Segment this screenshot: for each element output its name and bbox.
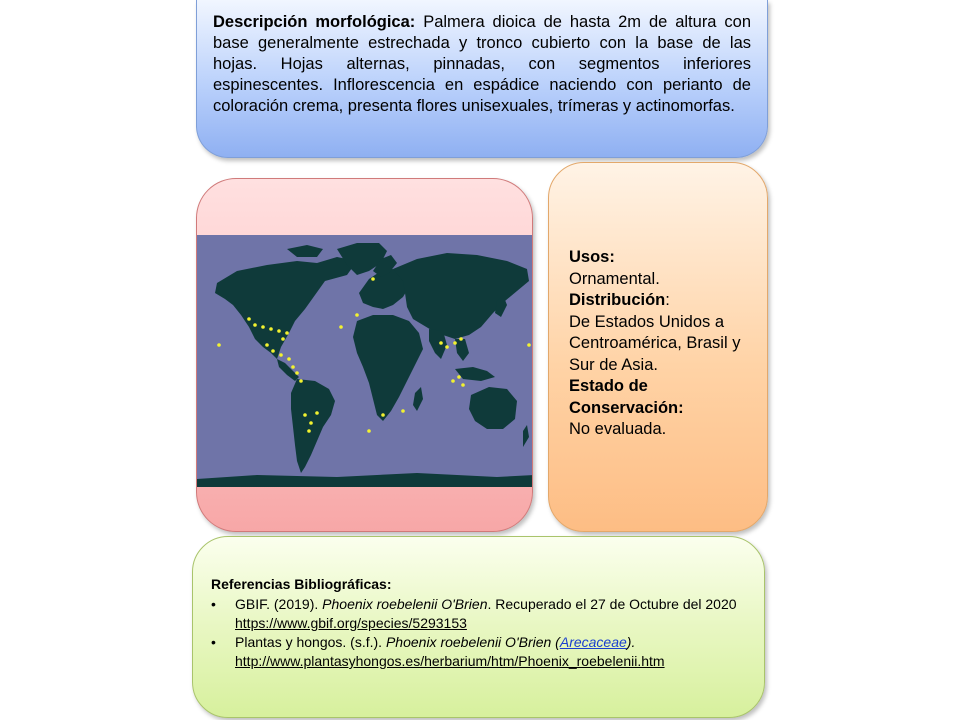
occurrence-point bbox=[271, 349, 275, 353]
distribution-map bbox=[197, 235, 533, 487]
reference-title: Phoenix roebelenii O'Brien ( bbox=[385, 634, 560, 650]
occurrence-point bbox=[527, 343, 531, 347]
description-heading: Descripción morfológica: bbox=[213, 13, 416, 31]
reference-item bbox=[211, 633, 744, 671]
occurrence-point bbox=[253, 323, 257, 327]
distribution-heading bbox=[569, 290, 755, 312]
occurrence-point bbox=[307, 429, 311, 433]
reference-prefix: Plantas y hongos. (s.f.). bbox=[235, 634, 386, 650]
reference-family-link[interactable]: Arecaceae bbox=[559, 634, 627, 650]
occurrence-point bbox=[461, 383, 465, 387]
status-value: No evaluada. bbox=[569, 420, 667, 438]
references-box bbox=[192, 536, 765, 718]
description-box bbox=[196, 0, 768, 158]
occurrence-point bbox=[459, 337, 463, 341]
reference-item bbox=[211, 595, 744, 633]
occurrence-point bbox=[355, 313, 359, 317]
occurrence-point bbox=[265, 343, 269, 347]
references-list bbox=[211, 595, 744, 671]
occurrence-point bbox=[287, 357, 291, 361]
occurrence-point bbox=[291, 365, 295, 369]
occurrence-point bbox=[367, 429, 371, 433]
reference-link[interactable]: https://www.gbif.org/species/5293153 bbox=[235, 615, 467, 631]
occurrence-point bbox=[453, 341, 457, 345]
occurrence-point bbox=[381, 413, 385, 417]
occurrence-point bbox=[401, 409, 405, 413]
occurrence-point bbox=[339, 325, 343, 329]
occurrence-point bbox=[315, 411, 319, 415]
occurrence-point bbox=[279, 353, 283, 357]
occurrence-point bbox=[261, 325, 265, 329]
occurrence-point bbox=[371, 277, 375, 281]
status-label: Estado de Conservación: bbox=[569, 377, 684, 417]
occurrence-point bbox=[295, 371, 299, 375]
occurrence-point bbox=[285, 331, 289, 335]
reference-close: ). bbox=[626, 634, 636, 650]
uses-label: Usos: bbox=[569, 248, 615, 266]
references-heading: Referencias Bibliográficas: bbox=[211, 576, 392, 592]
occurrence-point bbox=[277, 329, 281, 333]
reference-middle: . Recuperado el 27 de Octubre del 2020 bbox=[487, 596, 737, 612]
distribution-value: De Estados Unidos a Centroamérica, Brasil y Sur de Asia. bbox=[569, 312, 741, 374]
info-box bbox=[548, 162, 768, 532]
bullet-icon: • bbox=[211, 596, 216, 612]
map-box bbox=[196, 178, 533, 532]
occurrence-point bbox=[439, 341, 443, 345]
occurrence-point bbox=[247, 317, 251, 321]
bullet-icon: • bbox=[211, 634, 216, 650]
occurrence-point bbox=[451, 379, 455, 383]
distribution-colon: : bbox=[665, 291, 670, 309]
reference-link[interactable]: http://www.plantasyhongos.es/herbarium/htm/Phoenix_roebelenii.htm bbox=[235, 653, 665, 669]
occurrence-point bbox=[299, 379, 303, 383]
occurrence-point bbox=[303, 413, 307, 417]
occurrence-point bbox=[309, 421, 313, 425]
uses-value: Ornamental. bbox=[569, 269, 660, 288]
reference-prefix: GBIF. (2019). bbox=[235, 596, 323, 612]
description-text: Palmera dioica de hasta 2m de altura con base generalmente estrechada y tronco cubierto con la base de las hojas. Hojas alternas, pinnadas, con segmentos inferiores espinescentes. Inflorescencia en espádice naciendo con perianto de coloración crema, presenta flores unisexuales, trímeras y actinomorfas. bbox=[213, 13, 751, 115]
distribution-label: Distribución bbox=[569, 291, 666, 309]
description-paragraph bbox=[213, 12, 751, 117]
occurrence-point bbox=[269, 327, 273, 331]
occurrence-point bbox=[445, 345, 449, 349]
reference-title: Phoenix roebelenii O'Brien bbox=[322, 596, 488, 612]
occurrence-point bbox=[217, 343, 221, 347]
occurrence-point bbox=[281, 337, 285, 341]
occurrence-point bbox=[457, 375, 461, 379]
